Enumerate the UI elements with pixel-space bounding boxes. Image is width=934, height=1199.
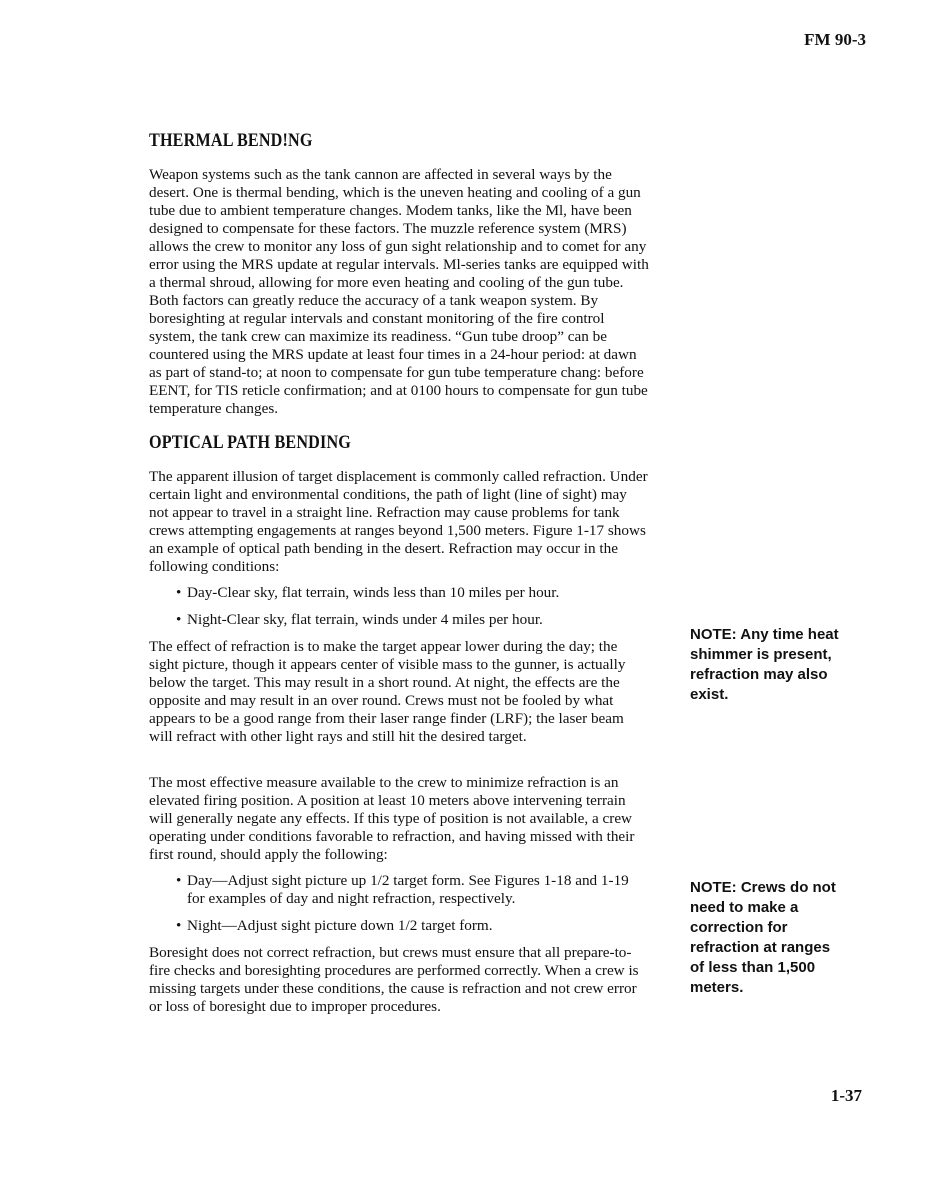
list-item-condition-day (176, 584, 649, 602)
bullet-icon: • (176, 584, 182, 601)
bullet-icon: • (176, 917, 182, 934)
bullet-icon: • (176, 872, 182, 889)
note-label: NOTE: (690, 879, 737, 896)
page-number: 1-37 (830, 1086, 862, 1105)
section-heading-optical-path-bending: OPTICAL PATH BENDING (149, 432, 352, 453)
list-item-adjust-night (176, 917, 649, 935)
adjustments-list (149, 872, 649, 935)
list-item-text: Night-Clear sky, flat terrain, winds under 4 miles per hour. (187, 611, 543, 628)
section-optical-path-bending (149, 432, 649, 1016)
main-content (149, 130, 649, 1030)
note-label: NOTE: (690, 626, 737, 643)
section-heading-thermal-bending: THERMAL BEND!NG (149, 130, 313, 151)
paragraph-thermal-bending: Weapon systems such as the tank cannon are affected in several ways by the desert. One is thermal bending, which is the uneven heating and cooling of a gun tube due to ambient temperature changes. Modem tanks, like the Ml, have been designed to compensate for these factors. The muzzle reference system (MRS) allows the crew to monitor any loss of gun sight relationship and to comet for any error using the MRS update at regular intervals. Ml-series tanks are equipped with a thermal shroud, allowing for more even heating and cooling of the gun tube. Both factors can greatly reduce the accuracy of a tank weapon system. By boresighting at regular intervals and constant monitoring of the fire control system, the tank crew can maximize its readiness. “Gun tube droop” can be countered using the MRS update at least four times in a 24-hour period: at dawn as part of stand-to; at noon to compensate for gun tube temperature chang: before EENT, for TIS reticle confirmation; and at 0100 hours to compensate for gun tube temperature changes. (149, 166, 649, 417)
note-text: Any time heat shimmer is present, refraction may also exist. (690, 626, 839, 703)
list-item-text: Day—Adjust sight picture up 1/2 target form. See Figures 1-18 and 1-19 for examples of day and night refraction, respectively. (187, 872, 629, 907)
manual-id: FM 90-3 (804, 30, 866, 49)
list-item-text: Night—Adjust sight picture down 1/2 target form. (187, 917, 493, 934)
list-item-condition-night (176, 611, 649, 629)
list-item-text: Day-Clear sky, flat terrain, winds less than 10 miles per hour. (187, 584, 560, 601)
paragraph-refraction-measure: The most effective measure available to the crew to minimize refraction is an elevated firing position. A position at least 10 meters above intervening terrain will generally negate any effects. If this type of position is not available, a crew operating under conditions favorable to refraction, and having missed with their first round, should apply the following: (149, 774, 635, 863)
paragraph-refraction-effect: The effect of refraction is to make the target appear lower during the day; the sight picture, though it appears center of visible mass to the gunner, is actually below the target. This may result in a short round. At night, the effects are the opposite and may result in an over round. Crews must not be fooled by what appears to be a good range from their laser range finder (LRF); the laser beam will refract with other light rays and still hit the desired target. (149, 638, 626, 745)
note-range-correction (690, 878, 840, 998)
paragraph-refraction-intro: The apparent illusion of target displacement is commonly called refraction. Under certain light and environmental conditions, the path of light (line of sight) may not appear to travel in a straight line. Refraction may cause problems for tank crews attempting engagements at ranges beyond 1,500 meters. Figure 1-17 shows an example of optical path bending in the desert. Refraction may occur in the following conditions: (149, 468, 648, 575)
note-heat-shimmer (690, 625, 840, 705)
bullet-icon: • (176, 611, 182, 628)
note-text: Crews do not need to make a correction for refraction at ranges of less than 1,500 meters. (690, 879, 836, 996)
conditions-list (149, 584, 649, 629)
paragraph-boresight: Boresight does not correct refraction, but crews must ensure that all prepare-to-fire checks and boresighting procedures are performed correctly. When a crew is missing targets under these conditions, the cause is refraction and not crew error or loss of boresight due to improper procedures. (149, 944, 639, 1015)
section-thermal-bending (149, 130, 649, 418)
list-item-adjust-day (176, 872, 649, 908)
